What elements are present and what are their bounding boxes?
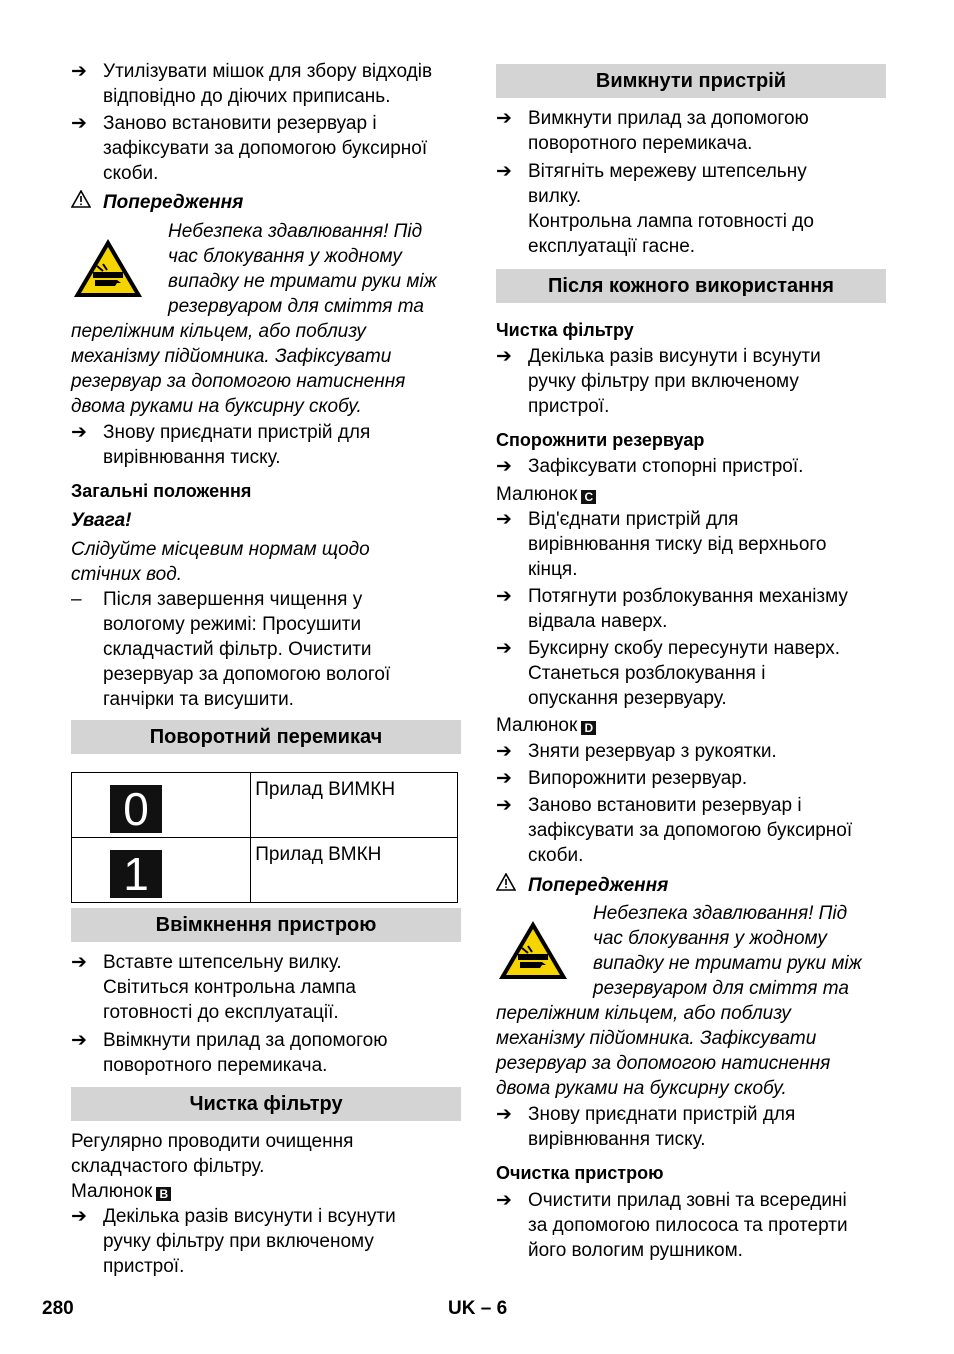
text-line: опускання резервуару. (528, 688, 727, 709)
filter-text (71, 1129, 461, 1204)
arrow-icon: ➔ (496, 509, 512, 530)
section-subheading: Очистка пристрою (496, 1163, 664, 1183)
arrow-icon: ➔ (496, 1104, 512, 1125)
text-line: Після завершення чищення у (103, 589, 363, 610)
text-line: випадку не тримати руки між (593, 953, 862, 974)
text-line: кінця. (528, 559, 578, 580)
text-line: скоби. (103, 163, 159, 184)
text-line: Вітягніть мережеву штепсельну (528, 161, 807, 182)
warning1-text-cont (71, 319, 461, 419)
text-line: резервуар за допомогою натиснення (496, 1053, 831, 1074)
arrow-icon: ➔ (496, 638, 512, 659)
text-line: складчастого фільтру. (71, 1156, 265, 1177)
text-line: вологому режимі: Просушити (103, 614, 362, 635)
text-line: Знову приєднати пристрій для (103, 422, 371, 443)
switch-on-symbol: 1 (110, 850, 162, 898)
text-line: випадку не тримати руки між (168, 271, 437, 292)
text-line: двома руками на буксирну скобу. (496, 1078, 787, 1099)
switch-table (71, 772, 458, 903)
text-line: переліжним кільцем, або поблизу (496, 1003, 791, 1024)
section-heading-rotary-switch: Поворотний перемикач (71, 720, 461, 754)
text-line: час блокування у жодному (168, 246, 402, 267)
figure-letter-icon: D (581, 721, 596, 735)
text-line: стічних вод. (71, 564, 183, 585)
text-line: Заново встановити резервуар і (103, 113, 377, 134)
text-line: Станеться розблокування і (528, 663, 766, 684)
switch-off-label: Прилад ВИМКН (251, 773, 458, 838)
text-line: резервуаром для сміття та (593, 978, 849, 999)
text-line: його вологим рушником. (528, 1240, 743, 1261)
text-line: Регулярно проводити очищення (71, 1131, 354, 1152)
text-line: Ввімкнути прилад за допомогою (103, 1030, 388, 1051)
text-line: механізму підйомника. Зафіксувати (496, 1028, 817, 1049)
switch-on-label: Прилад ВМКН (251, 838, 458, 903)
text-line: двома руками на буксирну скобу. (71, 396, 362, 417)
text-line: Вимкнути прилад за допомогою (528, 108, 809, 129)
text-line: Небезпека здавлювання! Під (593, 903, 848, 924)
text-line: Небезпека здавлювання! Під (168, 221, 423, 242)
text-line: Очистити прилад зовні та всередині (528, 1190, 847, 1211)
text-line: Від'єднати пристрій для (528, 509, 739, 530)
section-heading-filter-cleaning: Чистка фільтру (71, 1087, 461, 1121)
text-line: вирівнювання тиску від верхнього (528, 534, 827, 555)
text-line: резервуар за допомогою вологої (103, 664, 391, 685)
text-line: Зафіксувати стопорні пристрої. (528, 456, 804, 477)
arrow-icon: ➔ (496, 768, 512, 789)
text-line: час блокування у жодному (593, 928, 827, 949)
section-heading-after-use: Після кожного використання (496, 269, 886, 303)
text-line: експлуатації гасне. (528, 236, 696, 257)
text-line: ручку фільтру при включеному (103, 1231, 374, 1252)
figure-label: Малюнок (496, 484, 578, 505)
arrow-icon: ➔ (71, 422, 87, 443)
text-line: Заново встановити резервуар і (528, 795, 802, 816)
figure-label: Малюнок (71, 1181, 153, 1202)
figure-letter-icon: B (156, 1187, 171, 1201)
section-indicator: UK – 6 (448, 1298, 508, 1319)
section-subheading: Чистка фільтру (496, 320, 634, 340)
arrow-icon: ➔ (496, 161, 512, 182)
text-line: Слідуйте місцевим нормам щодо (71, 539, 370, 560)
text-line: вирівнювання тиску. (103, 447, 281, 468)
attention-title: Увага! (71, 510, 132, 531)
arrow-icon: ➔ (71, 1206, 87, 1227)
arrow-icon: ➔ (71, 113, 87, 134)
text-line: Контрольна лампа готовності до (528, 211, 814, 232)
section-subheading: Спорожнити резервуар (496, 430, 705, 450)
text-line: резервуар за допомогою натиснення (71, 371, 406, 392)
switch-off-symbol: 0 (110, 785, 162, 833)
arrow-icon: ➔ (496, 795, 512, 816)
section-subheading: Загальні положення (71, 481, 252, 501)
text-line: вирівнювання тиску. (528, 1129, 706, 1150)
page-number: 280 (42, 1298, 74, 1319)
text-line: поворотного перемикача. (528, 133, 753, 154)
table-row (72, 773, 458, 838)
text-line: вилку. (528, 186, 582, 207)
text-line: поворотного перемикача. (103, 1055, 328, 1076)
text-line: Декілька разів висунути і всунути (103, 1206, 396, 1227)
figure-letter-icon: C (581, 490, 596, 504)
text-line: Світиться контрольна лампа (103, 977, 356, 998)
figure-reference (71, 1179, 461, 1204)
arrow-icon: ➔ (71, 61, 87, 82)
section-heading-power-on: Ввімкнення пристрою (71, 908, 461, 942)
text-line: Потягнути розблокування механізму (528, 586, 848, 607)
dash-marker: – (71, 589, 82, 610)
text-line: резервуаром для сміття та (168, 296, 424, 317)
arrow-icon: ➔ (496, 741, 512, 762)
arrow-icon: ➔ (71, 952, 87, 973)
crush-hazard-icon (496, 918, 570, 982)
warning2-text (593, 901, 886, 1001)
figure-label: Малюнок (496, 715, 578, 736)
text-line: Буксирну скобу пересунути наверх. (528, 638, 841, 659)
text-line: Утилізувати мішок для збору відходів (103, 61, 433, 82)
arrow-icon: ➔ (71, 1030, 87, 1051)
arrow-icon: ➔ (496, 346, 512, 367)
text-line: Зняти резервуар з рукоятки. (528, 741, 777, 762)
text-line: відповідно до діючих приписань. (103, 86, 391, 107)
text-line: Декілька разів висунути і всунути (528, 346, 821, 367)
figure-reference (496, 482, 886, 507)
text-line: за допомогою пилососа та протерти (528, 1215, 848, 1236)
switch-symbol-cell (72, 773, 251, 838)
text-line: ганчірки та висушити. (103, 689, 294, 710)
text-line: готовності до експлуатації. (103, 1002, 339, 1023)
warning1-text (168, 219, 461, 319)
arrow-icon: ➔ (496, 586, 512, 607)
warning-triangle-icon (496, 873, 516, 898)
warning-title: Попередження (103, 192, 244, 213)
text-line: механізму підйомника. Зафіксувати (71, 346, 392, 367)
warning-title: Попередження (528, 875, 669, 896)
text-line: Випорожнити резервуар. (528, 768, 748, 789)
attention-text (71, 537, 461, 587)
section-heading-switch-off: Вимкнути пристрій (496, 64, 886, 98)
text-line: Знову приєднати пристрій для (528, 1104, 796, 1125)
warning-triangle-icon (71, 190, 91, 215)
text-line: пристрої. (528, 396, 610, 417)
text-line: пристрої. (103, 1256, 185, 1277)
text-line: переліжним кільцем, або поблизу (71, 321, 366, 342)
text-line: відвала наверх. (528, 611, 668, 632)
text-line: складчастий фільтр. Очистити (103, 639, 372, 660)
text-line: ручку фільтру при включеному (528, 371, 799, 392)
arrow-icon: ➔ (496, 456, 512, 477)
figure-reference (496, 713, 886, 738)
table-row (72, 838, 458, 903)
crush-hazard-icon (71, 236, 145, 300)
text-line: скоби. (528, 845, 584, 866)
text-line: Вставте штепсельну вилку. (103, 952, 342, 973)
arrow-icon: ➔ (496, 1190, 512, 1211)
arrow-icon: ➔ (496, 108, 512, 129)
text-line: зафіксувати за допомогою буксирної (103, 138, 428, 159)
text-line: зафіксувати за допомогою буксирної (528, 820, 853, 841)
switch-symbol-cell (72, 838, 251, 903)
warning2-text-cont (496, 1001, 886, 1101)
